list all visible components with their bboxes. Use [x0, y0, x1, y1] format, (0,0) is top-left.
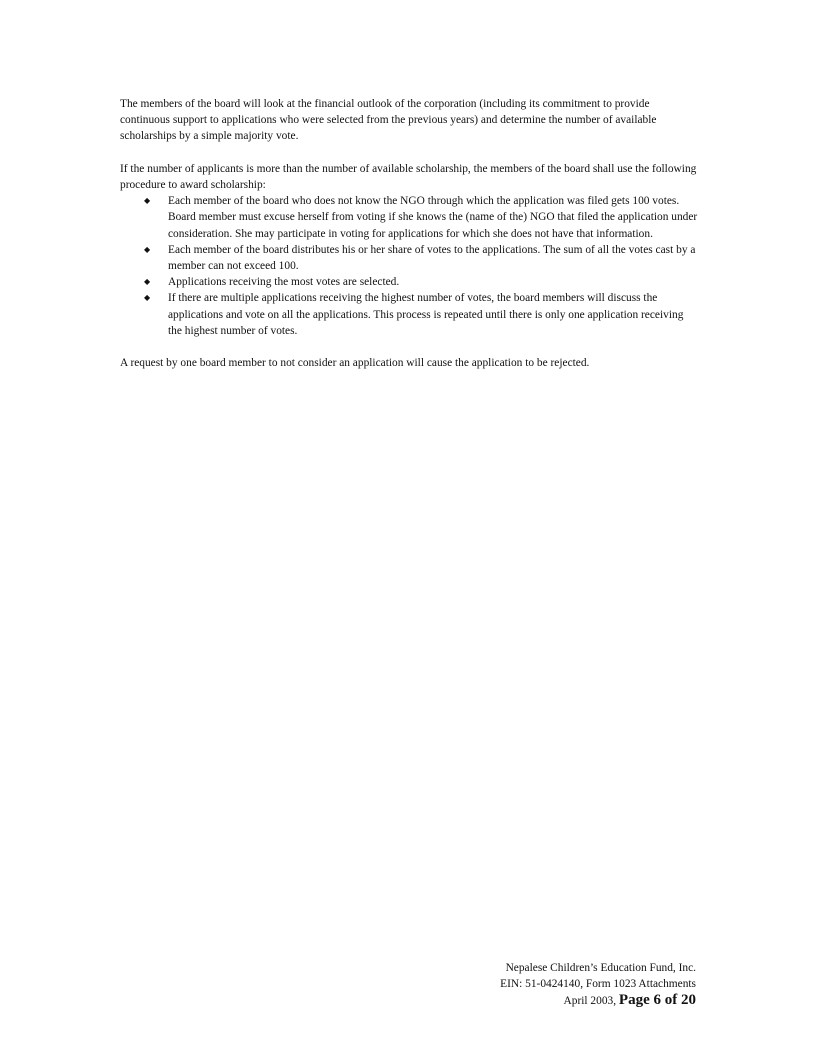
- procedure-intro-paragraph: If the number of applicants is more than the number of available scholarship, the members of the board shall use the following procedure to award scholarship:: [120, 162, 697, 191]
- footer-organization: Nepalese Children’s Education Fund, Inc.: [505, 962, 696, 974]
- footer-ein-line: EIN: 51-0424140, Form 1023 Attachments: [500, 978, 696, 990]
- diamond-bullet-icon: ◆: [144, 277, 151, 287]
- list-item: [120, 242, 700, 274]
- list-item-text: Applications receiving the most votes are selected.: [168, 276, 400, 289]
- list-item-text: Each member of the board distributes his or her share of votes to the applications. The sum of all the votes cast by a member can not exceed 100.: [168, 243, 696, 273]
- diamond-bullet-icon: ◆: [144, 293, 151, 303]
- list-item: [120, 274, 700, 290]
- page-number: Page 6 of 20: [618, 992, 696, 1008]
- document-body: [120, 96, 700, 388]
- list-item: [120, 193, 700, 242]
- board-outlook-paragraph: The members of the board will look at the financial outlook of the corporation (including its commitment to provide continuous support to applications who were selected from the previous years) and determine the number of available scholarships by a simple majority vote.: [120, 98, 657, 143]
- list-item-text: Each member of the board who does not know the NGO through which the application was filed gets 100 votes. Board member must excuse herself from voting if she knows the (name of the) NGO that filed the application under consideration. She may participate in voting for applications for which she does not have that information.: [168, 195, 698, 240]
- diamond-bullet-icon: ◆: [144, 244, 151, 254]
- list-item: [120, 290, 700, 339]
- footer-date: April 2003,: [563, 995, 617, 1007]
- diamond-bullet-icon: ◆: [144, 196, 151, 206]
- page-footer: [500, 960, 696, 1009]
- rejection-rule-paragraph: A request by one board member to not consider an application will cause the application to be rejected.: [120, 357, 590, 370]
- procedure-list: [120, 193, 700, 339]
- list-item-text: If there are multiple applications receiving the highest number of votes, the board members will discuss the applications and vote on all the applications. This process is repeated until there is only one application receiving the highest number of votes.: [168, 292, 684, 337]
- footer-date-page-line: [500, 992, 696, 1009]
